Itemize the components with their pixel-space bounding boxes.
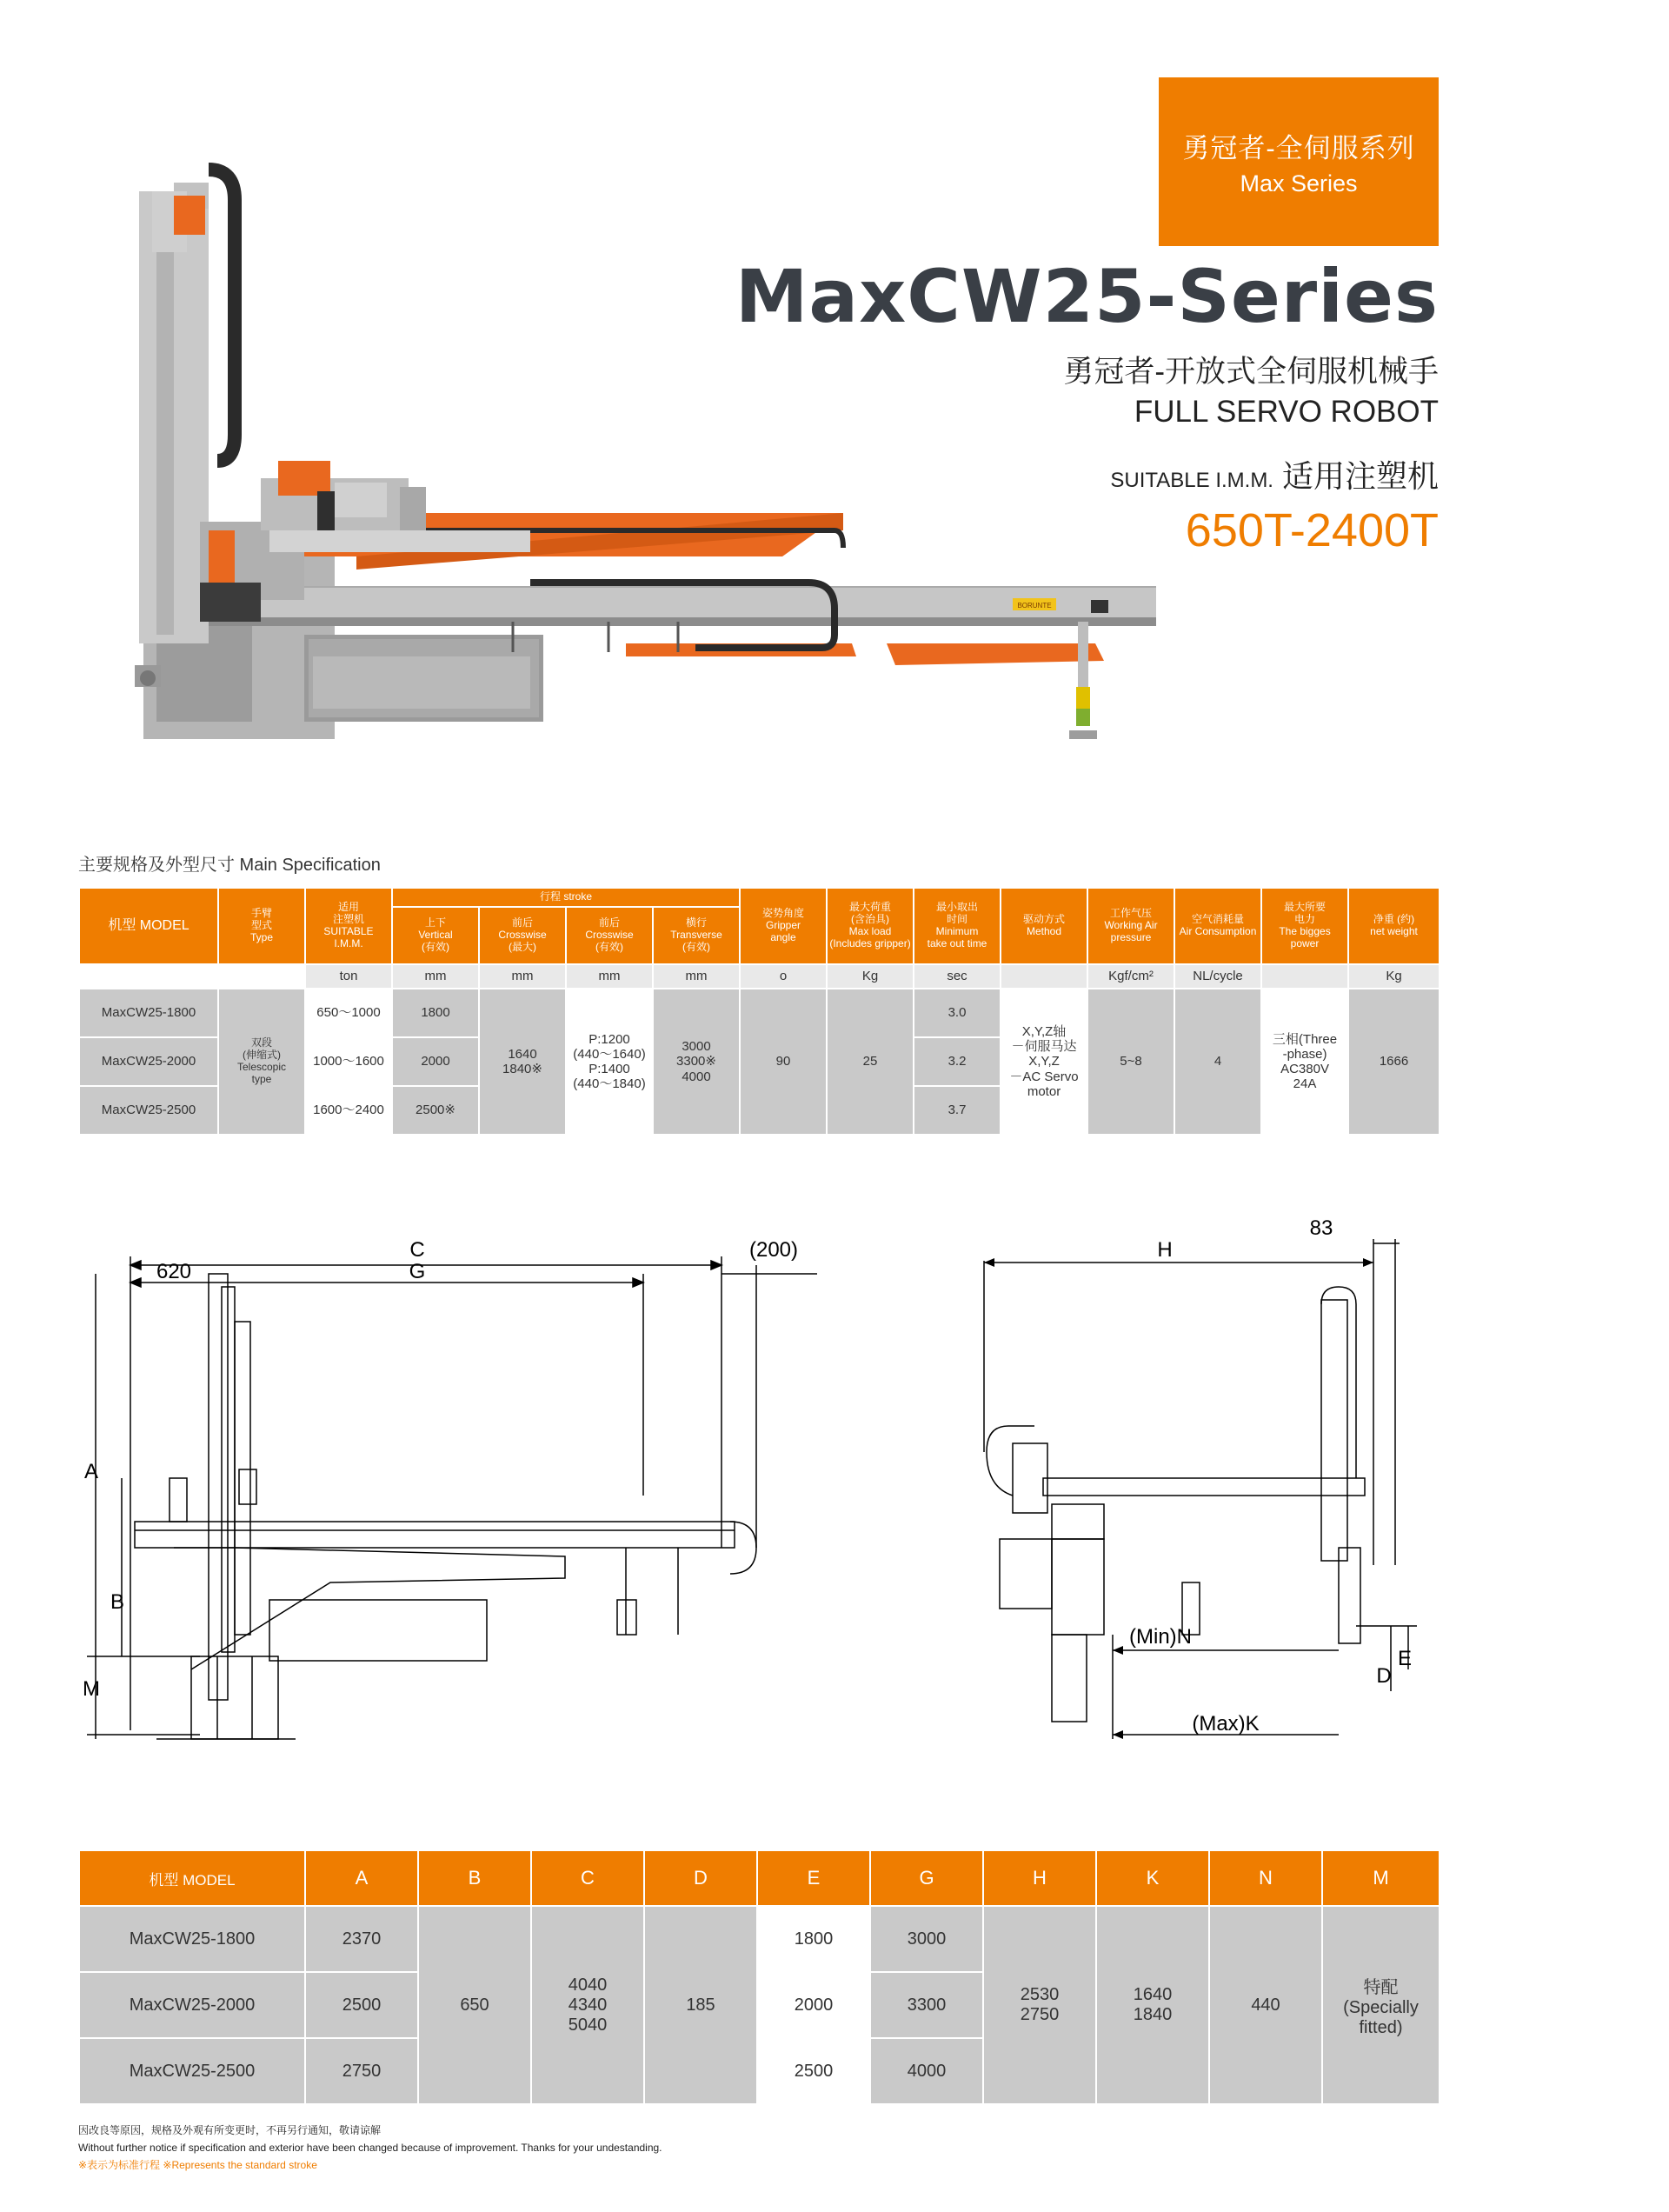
dim-g-label: G: [409, 1260, 426, 1283]
dim-a-cell: 2370: [305, 1906, 418, 1972]
dim-header: N: [1209, 1850, 1322, 1906]
dim-b-cell: 650: [418, 1906, 531, 2104]
footer-note-en: Without further notice if specification and exterior have been changed because of improvement. Thanks for your undestanding.: [78, 2142, 662, 2154]
max-load-cell: 25: [827, 989, 914, 1135]
unit-blank: [1001, 964, 1087, 989]
unit-cell: Kg: [827, 964, 914, 989]
unit-cell: sec: [914, 964, 1001, 989]
imm-cell: 650～1000: [305, 989, 392, 1037]
dim-e-cell: 1800: [757, 1906, 870, 1972]
series-badge: [1159, 77, 1439, 246]
dim-200-label: (200): [748, 1238, 799, 1262]
dim-d-cell: 185: [644, 1906, 757, 2104]
weight-cell: 1666: [1348, 989, 1440, 1135]
dim-header: H: [983, 1850, 1096, 1906]
unit-cell: Kg: [1348, 964, 1440, 989]
page-title: MaxCW25-Series: [735, 254, 1439, 339]
dim-m-cell: 特配 (Specially fitted): [1322, 1906, 1440, 2104]
footer-standard-stroke: ※表示为标准行程 ※Represents the standard stroke: [78, 2159, 317, 2171]
crosswise-max-cell: 1640 1840※: [479, 989, 566, 1135]
unit-blank: [218, 964, 305, 989]
side-view-drawing: [974, 1217, 1426, 1765]
dim-header: K: [1096, 1850, 1209, 1906]
dim-m-label: M: [83, 1677, 100, 1701]
dim-model-cell: MaxCW25-2000: [79, 1972, 305, 2038]
header-power: 最大所要 电力 The bigges power: [1261, 888, 1348, 964]
header-angle: 姿势角度 Gripper angle: [740, 888, 827, 964]
dim-h-label: H: [1157, 1238, 1173, 1262]
unit-blank: [79, 964, 218, 989]
footer-note-cn: 因改良等原因，规格及外观有所变更时，不再另行通知，敬请谅解: [78, 2124, 382, 2136]
unit-cell: mm: [479, 964, 566, 989]
unit-cell: mm: [653, 964, 740, 989]
transverse-cell: 3000 3300※ 4000: [653, 989, 740, 1135]
model-cell: MaxCW25-2500: [79, 1086, 218, 1135]
dim-min-n-label: (Min)N: [1129, 1625, 1192, 1649]
header-transverse: 横行 Transverse (有效): [653, 907, 740, 964]
unit-cell: mm: [392, 964, 479, 989]
dimension-table: [78, 1849, 1440, 2105]
series-cn: 勇冠者-全伺服系列: [1182, 133, 1415, 163]
header-stroke: 行程 stroke: [392, 888, 740, 907]
dim-d-label: D: [1376, 1664, 1392, 1688]
unit-cell: mm: [566, 964, 653, 989]
dim-header: E: [757, 1850, 870, 1906]
takeout-cell: 3.7: [914, 1086, 1001, 1135]
dim-header: C: [531, 1850, 644, 1906]
vertical-cell: 1800: [392, 989, 479, 1037]
spec-heading: 主要规格及外型尺寸 Main Specification: [78, 856, 381, 875]
dim-620-label: 620: [156, 1260, 192, 1283]
dim-model-cell: MaxCW25-2500: [79, 2038, 305, 2104]
unit-blank: [1261, 964, 1348, 989]
dim-header: G: [870, 1850, 983, 1906]
angle-cell: 90: [740, 989, 827, 1135]
dim-b-label: B: [110, 1590, 125, 1614]
dim-a-cell: 2750: [305, 2038, 418, 2104]
air-consumption-cell: 4: [1174, 989, 1261, 1135]
takeout-cell: 3.0: [914, 989, 1001, 1037]
dim-header: D: [644, 1850, 757, 1906]
front-view-drawing: [70, 1235, 852, 1756]
power-cell: 三相(Three -phase) AC380V 24A: [1261, 989, 1348, 1135]
unit-cell: Kgf/cm²: [1087, 964, 1174, 989]
dim-h-cell: 2530 2750: [983, 1906, 1096, 2104]
header-air-pressure: 工作气压 Working Air pressure: [1087, 888, 1174, 964]
suitable-en: SUITABLE I.M.M.: [1110, 469, 1273, 492]
subtitle-en: FULL SERVO ROBOT: [1134, 395, 1439, 429]
svg-text:BORUNTE: BORUNTE: [1017, 602, 1052, 610]
dim-c-label: C: [409, 1238, 425, 1262]
model-cell: MaxCW25-2000: [79, 1037, 218, 1086]
dim-e-cell: 2500: [757, 2038, 870, 2104]
drive-cell: X,Y,Z轴 －伺服马达 X,Y,Z －AC Servo motor: [1001, 989, 1087, 1135]
unit-cell: NL/cycle: [1174, 964, 1261, 989]
vertical-cell: 2500※: [392, 1086, 479, 1135]
dim-e-label: E: [1397, 1647, 1413, 1670]
unit-cell: ton: [305, 964, 392, 989]
vertical-cell: 2000: [392, 1037, 479, 1086]
header-weight: 净重 (约) net weight: [1348, 888, 1440, 964]
dim-a-label: A: [83, 1460, 99, 1483]
dim-max-k-label: (Max)K: [1192, 1712, 1260, 1736]
dim-e-cell: 2000: [757, 1972, 870, 2038]
dim-g-cell: 3300: [870, 1972, 983, 2038]
dim-83-label: 83: [1309, 1217, 1333, 1240]
crosswise-eff-cell: P:1200 (440～1640) P:1400 (440～1840): [566, 989, 653, 1135]
header-crosswise-eff: 前后 Crosswise (有效): [566, 907, 653, 964]
dim-header-model: 机型 MODEL: [79, 1850, 305, 1906]
dim-c-cell: 4040 4340 5040: [531, 1906, 644, 2104]
dim-g-cell: 4000: [870, 2038, 983, 2104]
suitable-cn: 适用注塑机: [1281, 458, 1439, 494]
subtitle-cn: 勇冠者-开放式全伺服机械手: [1063, 355, 1439, 389]
cable-carrier: [209, 170, 235, 461]
tonnage-range: 650T-2400T: [1185, 504, 1439, 556]
robot-illustration: [70, 148, 1156, 756]
type-cell: 双段 (伸缩式) Telescopic type: [218, 989, 305, 1135]
header-drive: 驱动方式 Method: [1001, 888, 1087, 964]
dim-header: B: [418, 1850, 531, 1906]
header-model: 机型 MODEL: [79, 888, 218, 964]
dim-header: M: [1322, 1850, 1440, 1906]
dim-k-cell: 1640 1840: [1096, 1906, 1209, 2104]
header-max-load: 最大荷重 (含治具) Max load (Includes gripper): [827, 888, 914, 964]
header-type: 手臂 型式 Type: [218, 888, 305, 964]
dim-model-cell: MaxCW25-1800: [79, 1906, 305, 1972]
dim-header: A: [305, 1850, 418, 1906]
dim-g-cell: 3000: [870, 1906, 983, 1972]
header-crosswise-max: 前后 Crosswise (最大): [479, 907, 566, 964]
header-imm: 适用 注塑机 SUITABLE I.M.M.: [305, 888, 392, 964]
header-air-consumption: 空气消耗量 Air Consumption: [1174, 888, 1261, 964]
takeout-cell: 3.2: [914, 1037, 1001, 1086]
imm-cell: 1000～1600: [305, 1037, 392, 1086]
dim-a-cell: 2500: [305, 1972, 418, 2038]
header-takeout: 最小取出 时间 Minimum take out time: [914, 888, 1001, 964]
header-vertical: 上下 Vertical (有效): [392, 907, 479, 964]
footer-notes: [78, 2122, 662, 2174]
series-en: Max Series: [1240, 170, 1358, 197]
model-cell: MaxCW25-1800: [79, 989, 218, 1037]
dim-n-cell: 440: [1209, 1906, 1322, 2104]
imm-cell: 1600～2400: [305, 1086, 392, 1135]
unit-cell: o: [740, 964, 827, 989]
spec-table: [78, 887, 1440, 1136]
air-pressure-cell: 5~8: [1087, 989, 1174, 1135]
